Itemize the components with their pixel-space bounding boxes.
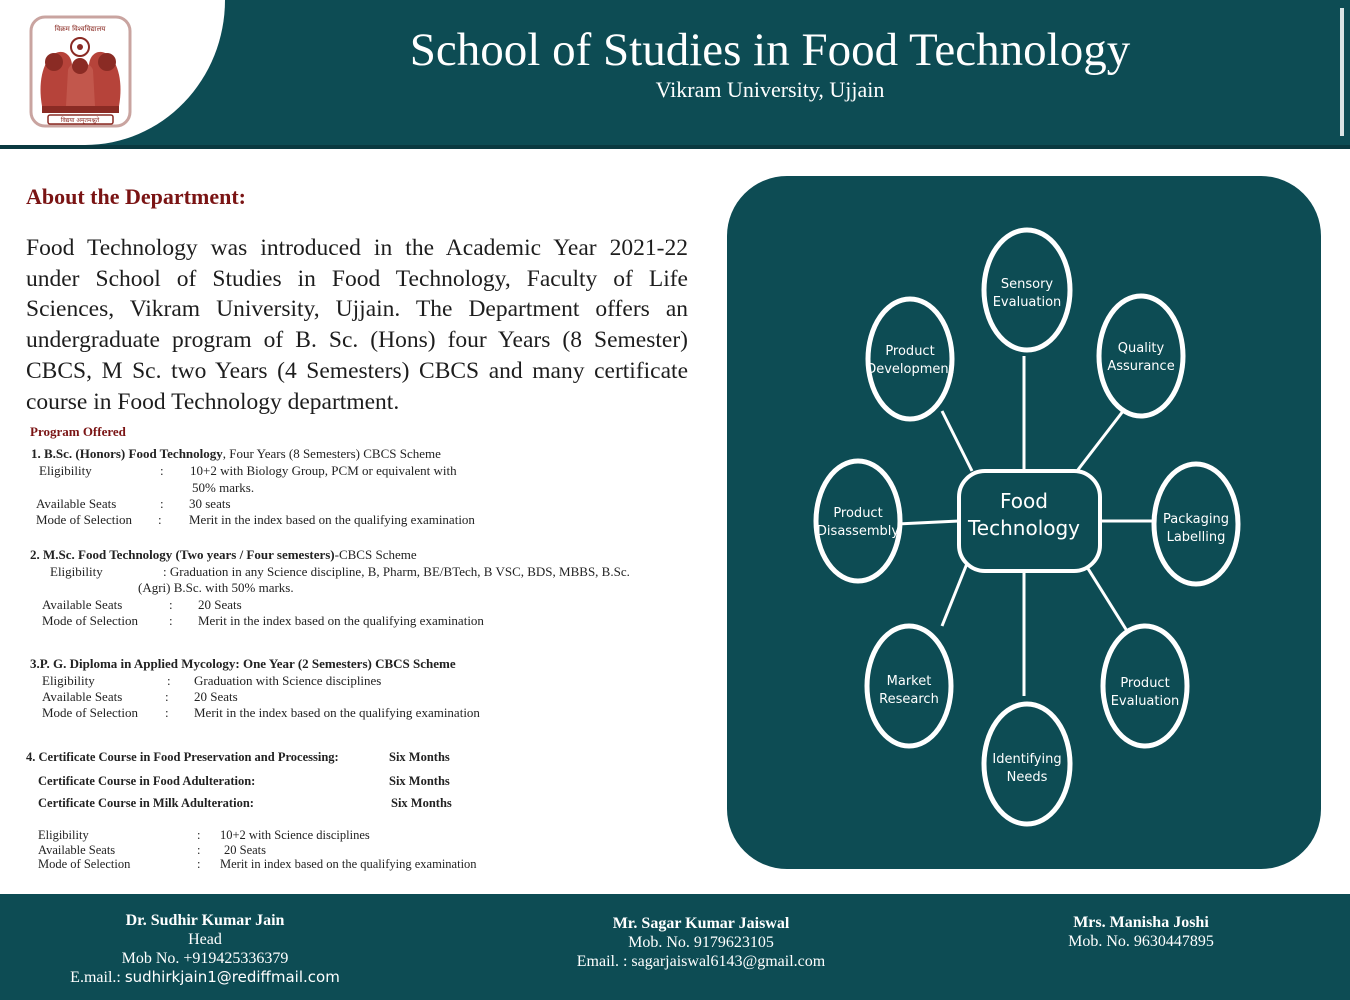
header-banner	[0, 0, 1350, 145]
contact-name: Dr. Sudhir Kumar Jain	[125, 912, 285, 929]
program-1-title	[31, 446, 441, 462]
node-label: Development	[866, 362, 954, 377]
node-label: Sensory	[1000, 277, 1054, 292]
node-product-development	[866, 299, 954, 419]
colon: :	[160, 463, 164, 478]
contact-email-label: E.mail.:	[70, 969, 125, 986]
programs-heading: Program Offered	[30, 424, 126, 439]
contact-faculty	[1000, 913, 1282, 951]
cert-elig-label: Eligibility	[38, 828, 89, 842]
program-3-elig-label: Eligibility	[42, 673, 95, 688]
vikram-university-lion-emblem-icon	[28, 14, 133, 129]
program-2-elig-value: : Graduation in any Science discipline, B, Pharm, BE/BTech, B VSC, BDS, MBBS, B.Sc.	[163, 564, 630, 579]
cert-mode-label: Mode of Selection	[38, 857, 131, 871]
contact-role: Head	[188, 931, 222, 948]
contact-mobile: Mob No. +919425336379	[121, 950, 289, 967]
contact-email[interactable]: sudhirkjain1@rediffmail.com	[124, 968, 340, 986]
contact-name: Mrs. Manisha Joshi	[1073, 914, 1209, 931]
node-sensory-evaluation	[984, 230, 1070, 350]
certificate-1-name: 4. Certificate Course in Food Preservation and Processing:	[26, 750, 339, 764]
certificate-3-duration: Six Months	[391, 796, 452, 810]
node-quality-assurance	[1099, 296, 1183, 416]
certificate-2-duration: Six Months	[389, 774, 450, 788]
contact-email-line	[40, 968, 370, 987]
program-2-seats-value: 20 Seats	[198, 597, 242, 612]
node-market-research	[867, 626, 951, 746]
program-1-elig-label: Eligibility	[39, 463, 92, 478]
node-identifying-needs	[984, 704, 1070, 824]
logo-text-top: विक्रम विश्वविद्यालय	[54, 25, 106, 33]
certificate-2-name: Certificate Course in Food Adulteration:	[38, 774, 256, 788]
node-product-disassembly	[816, 461, 900, 581]
program-2-title	[30, 547, 417, 563]
colon: :	[197, 843, 201, 857]
program-1-mode-value: Merit in the index based on the qualifying examination	[189, 512, 475, 527]
colon: :	[169, 597, 173, 612]
program-2-title-bold: 2. M.Sc. Food Technology (Two years / Four semesters)	[30, 547, 335, 562]
node-label: Labelling	[1166, 530, 1226, 545]
node-label: Product	[885, 344, 935, 359]
center-node-label-line2: Technology	[967, 516, 1081, 540]
node-label: Assurance	[1107, 359, 1175, 374]
cert-elig-value: 10+2 with Science disciplines	[220, 828, 370, 842]
center-node-label-line1: Food	[1000, 489, 1048, 513]
header-edge-strip	[1340, 8, 1344, 136]
program-2-elig-label: Eligibility	[50, 564, 103, 579]
contact-coordinator	[536, 914, 866, 971]
footer-contacts	[0, 894, 1350, 1000]
program-3-mode-value: Merit in the index based on the qualifying examination	[194, 705, 480, 720]
program-2-mode-value: Merit in the index based on the qualifying examination	[198, 613, 484, 628]
certificate-3-name: Certificate Course in Milk Adulteration:	[38, 796, 254, 810]
logo-text-bottom: विद्यया अमृतमश्नुते	[60, 117, 100, 124]
program-3-seats-label: Available Seats	[42, 689, 123, 704]
about-heading: About the Department:	[26, 184, 246, 209]
logo-panel	[0, 0, 225, 145]
program-3-seats-value: 20 Seats	[194, 689, 238, 704]
certificate-1-duration: Six Months	[389, 750, 450, 764]
program-2-title-rest: -CBCS Scheme	[334, 547, 417, 562]
node-label: Research	[879, 692, 939, 707]
program-2-elig-value-cont: (Agri) B.Sc. with 50% marks.	[138, 580, 294, 595]
contact-head	[40, 911, 370, 987]
colon: :	[169, 613, 173, 628]
about-paragraph: Food Technology was introduced in the Academic Year 2021-22 under School of Studies in Food Technology, Faculty of Life Sciences, Vikram University, Ujjain. The Department offers an undergraduate program of B. Sc. (Hons) four Years (8 Semester) CBCS, M Sc. two Years (4 Semesters) CBCS and many certificate course in Food Technology department.	[26, 235, 688, 415]
program-3-title: 3.P. G. Diploma in Applied Mycology: One Year (2 Semesters) CBCS Scheme	[30, 656, 456, 671]
contact-email[interactable]: Email. : sagarjaiswal6143@gmail.com	[576, 953, 826, 970]
food-technology-mind-map	[727, 176, 1321, 869]
colon: :	[165, 705, 169, 720]
colon: :	[197, 857, 201, 871]
program-1-elig-value-cont: 50% marks.	[192, 480, 255, 495]
colon: :	[167, 673, 171, 688]
contact-mobile: Mob. No. 9630447895	[1068, 933, 1214, 950]
page-subtitle: Vikram University, Ujjain	[655, 77, 885, 102]
program-1-title-rest: , Four Years (8 Semesters) CBCS Scheme	[222, 446, 441, 461]
node-label: Evaluation	[1110, 694, 1180, 709]
cert-seats-value: 20 Seats	[224, 843, 267, 857]
header-divider	[0, 145, 1350, 149]
colon: :	[158, 512, 162, 527]
colon: :	[165, 689, 169, 704]
node-label: Evaluation	[992, 295, 1062, 310]
program-1-title-bold: 1. B.Sc. (Honors) Food Technology	[31, 446, 223, 461]
program-1-mode-label: Mode of Selection	[36, 512, 133, 527]
node-label: Product	[833, 506, 883, 521]
node-product-evaluation	[1103, 626, 1187, 746]
contact-mobile: Mob. No. 9179623105	[628, 934, 774, 951]
cert-seats-label: Available Seats	[38, 843, 116, 857]
colon: :	[160, 496, 164, 511]
program-2-mode-label: Mode of Selection	[42, 613, 139, 628]
program-1-seats-label: Available Seats	[36, 496, 117, 511]
program-3-mode-label: Mode of Selection	[42, 705, 139, 720]
node-label: Product	[1120, 676, 1170, 691]
page-title: School of Studies in Food Technology	[409, 24, 1131, 76]
node-label: Disassembly	[816, 524, 900, 539]
node-label: Quality	[1117, 341, 1165, 356]
contact-name: Mr. Sagar Kumar Jaiswal	[612, 915, 790, 932]
node-label: Market	[886, 674, 932, 689]
node-label: Needs	[1006, 770, 1048, 785]
program-2-seats-label: Available Seats	[42, 597, 123, 612]
node-label: Identifying	[992, 752, 1062, 767]
program-1-seats-value: 30 seats	[189, 496, 231, 511]
node-packaging-labelling	[1154, 464, 1238, 584]
program-1-elig-value: 10+2 with Biology Group, PCM or equivalent with	[190, 463, 457, 478]
cert-mode-value: Merit in index based on the qualifying examination	[220, 857, 477, 871]
colon: :	[197, 828, 201, 842]
node-label: Packaging	[1163, 512, 1229, 527]
program-3-elig-value: Graduation with Science disciplines	[194, 673, 382, 688]
